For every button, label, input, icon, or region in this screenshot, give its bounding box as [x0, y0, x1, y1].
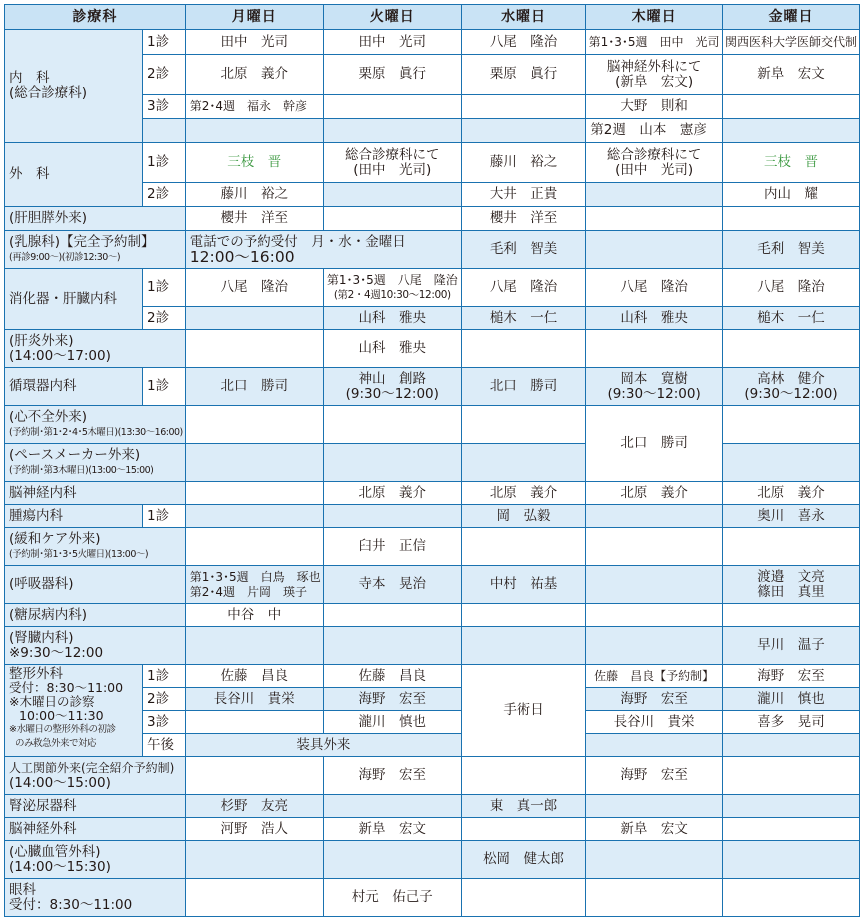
cell: 海野 宏至	[722, 665, 859, 688]
cell: 八尾 隆治	[461, 269, 585, 307]
dept-neuro: 脳神経内科	[5, 482, 186, 505]
cell: 佐藤 昌良【予約制】	[586, 665, 723, 688]
cell	[185, 757, 323, 795]
cell: 関西医科大学医師交代制	[722, 30, 859, 55]
cell: 瀧川 慎也	[323, 711, 461, 734]
cell	[185, 482, 323, 505]
cell	[722, 734, 859, 757]
cell-line: (9:30〜12:00)	[744, 385, 838, 402]
cell	[323, 406, 461, 444]
cell	[722, 528, 859, 566]
dept-name: (乳腺科)【完全予約制】	[9, 233, 155, 250]
cell: 山科 雅央	[323, 330, 461, 368]
session-pm: 午後	[143, 734, 186, 757]
cell	[143, 119, 186, 143]
table-row	[5, 207, 860, 231]
session-1: 1診	[143, 665, 186, 688]
cell: 大野 則和	[586, 95, 723, 119]
cell-line: (田中 光司)	[615, 161, 694, 178]
dept-name: 内 科	[9, 70, 50, 86]
dept-sub: (総合診療科)	[9, 85, 88, 101]
table-row	[5, 368, 860, 406]
cell: 山科 雅央	[586, 307, 723, 330]
cell	[586, 879, 723, 917]
cell: 長谷川 貴栄	[586, 711, 723, 734]
cell-line: (9:30〜12:00)	[345, 385, 439, 402]
cell-line: (田中 光司)	[353, 161, 432, 178]
cell: 北原 義介	[461, 482, 585, 505]
cell	[586, 505, 723, 528]
cell	[722, 368, 859, 406]
dept-note: ※水曜日の整形外科の初診	[9, 724, 116, 735]
dept-name: 人工関節外来(完全紹介予約制)	[9, 760, 175, 775]
cell: 北口 勝司	[185, 368, 323, 406]
cell: 中谷 中	[185, 604, 323, 627]
cell	[461, 604, 585, 627]
cell	[185, 528, 323, 566]
cell: 八尾 隆治	[461, 30, 585, 55]
cell	[586, 368, 723, 406]
dept-sub: ※9:30〜12:00	[9, 644, 104, 661]
cell-line: 高林 健介	[757, 370, 825, 387]
cell	[586, 841, 723, 879]
cell	[185, 879, 323, 917]
cell	[586, 528, 723, 566]
cell: 槌木 一仁	[722, 307, 859, 330]
cell: 海野 宏至	[586, 688, 723, 711]
cell	[323, 207, 461, 231]
cell	[185, 566, 323, 604]
cell	[586, 566, 723, 604]
dept-note: のみ救急外来で対応	[15, 738, 97, 749]
cell: 新阜 宏文	[722, 55, 859, 95]
cell: 新阜 宏文	[323, 818, 461, 841]
dept-hepatitis	[5, 330, 186, 368]
dept-sub: (14:00〜15:30)	[9, 858, 111, 875]
table-row	[5, 604, 860, 627]
dept-ortho	[5, 665, 143, 757]
cell: 毛利 智美	[461, 231, 585, 269]
dept-sub: (予約制･第1･3･5火曜日)(13:00〜)	[9, 548, 149, 560]
dept-heartfail	[5, 406, 186, 444]
cell: 河野 浩人	[185, 818, 323, 841]
cell: 寺本 晃治	[323, 566, 461, 604]
table-row	[5, 444, 860, 482]
cell: 八尾 隆治	[185, 269, 323, 307]
cell	[722, 330, 859, 368]
table-row	[5, 528, 860, 566]
header-dept: 診療科	[5, 5, 186, 30]
cell-line: 第1･3･5週 白鳥 琢也	[189, 569, 321, 584]
cell	[722, 841, 859, 879]
dept-kidney	[5, 627, 186, 665]
dept-sub: (14:00〜17:00)	[9, 347, 111, 364]
session-2: 2診	[143, 55, 186, 95]
table-row	[5, 231, 860, 269]
cell	[323, 505, 461, 528]
dept-sub: (14:00〜15:00)	[9, 774, 111, 791]
cell	[722, 566, 859, 604]
cell	[722, 444, 859, 482]
table-row	[5, 795, 860, 818]
cell: 瀧川 慎也	[722, 688, 859, 711]
dept-respiratory: (呼吸器科)	[5, 566, 186, 604]
cell	[586, 604, 723, 627]
cell	[586, 183, 723, 207]
session-2: 2診	[143, 688, 186, 711]
cell-line: 脳神経外科にて	[606, 58, 702, 75]
table-row	[5, 505, 860, 528]
cell: 海野 宏至	[586, 757, 723, 795]
cell-line: (9:30〜12:00)	[607, 385, 701, 402]
session-1: 1診	[143, 368, 186, 406]
header-friday: 金曜日	[722, 5, 859, 30]
cell: 松岡 健太郎	[461, 841, 585, 879]
cell: 槌木 一仁	[461, 307, 585, 330]
header-tuesday: 火曜日	[323, 5, 461, 30]
cell: 村元 佑己子	[323, 879, 461, 917]
cell	[323, 269, 461, 307]
dept-neurosurg: 脳神経外科	[5, 818, 186, 841]
cell: 内山 耀	[722, 183, 859, 207]
cell-line: 第2･4週 片岡 瑛子	[189, 584, 308, 599]
header-row	[5, 5, 860, 30]
header-thursday: 木曜日	[586, 5, 723, 30]
cell-line: 電話での予約受付 月・水・金曜日	[189, 233, 406, 250]
cell-line: 第1･3･5週 八尾 隆治	[326, 272, 458, 287]
cell	[586, 207, 723, 231]
cell: 早川 温子	[722, 627, 859, 665]
cell-line: 篠田 真里	[757, 583, 825, 600]
cell	[185, 307, 323, 330]
table-row	[5, 841, 860, 879]
cell: 田中 光司	[323, 30, 461, 55]
cell: 手術日	[461, 665, 585, 757]
cell: 長谷川 貴栄	[185, 688, 323, 711]
table-row	[5, 482, 860, 505]
cell	[323, 368, 461, 406]
cell: 八尾 隆治	[586, 269, 723, 307]
cell	[185, 119, 323, 143]
cell: 北原 義介	[586, 482, 723, 505]
cell	[586, 330, 723, 368]
cell: 北原 義介	[722, 482, 859, 505]
cell	[185, 444, 323, 482]
cell: 海野 宏至	[323, 757, 461, 795]
cell	[722, 207, 859, 231]
dept-pacemaker	[5, 444, 186, 482]
cell	[586, 143, 723, 183]
cell	[323, 604, 461, 627]
dept-cardio: 循環器内科	[5, 368, 143, 406]
dept-diabetes: (糖尿病内科)	[5, 604, 186, 627]
cell: 臼井 正信	[323, 528, 461, 566]
cell	[461, 119, 585, 143]
dept-name: (心不全外来)	[9, 408, 88, 425]
cell	[323, 183, 461, 207]
cell: 新阜 宏文	[586, 818, 723, 841]
cell	[185, 627, 323, 665]
session-2: 2診	[143, 183, 186, 207]
dept-oncology: 腫瘍内科	[5, 505, 143, 528]
cell	[323, 627, 461, 665]
cell: 大井 正貴	[461, 183, 585, 207]
cell	[461, 627, 585, 665]
dept-name: (ペースメーカー外来)	[9, 446, 141, 463]
table-row	[5, 143, 860, 183]
cell	[461, 818, 585, 841]
cell	[323, 444, 461, 482]
dept-internal	[5, 30, 143, 143]
dept-name: 眼科	[9, 881, 36, 898]
table-row	[5, 566, 860, 604]
cell: 櫻井 洋至	[185, 207, 323, 231]
cell	[461, 95, 585, 119]
cell	[185, 841, 323, 879]
cell	[461, 528, 585, 566]
cell	[323, 95, 461, 119]
cell	[461, 330, 585, 368]
cell-line: 岡本 寛樹	[620, 370, 688, 387]
cell: 毛利 智美	[722, 231, 859, 269]
cell	[185, 711, 323, 734]
cell	[722, 119, 859, 143]
dept-note: 10:00〜11:30	[19, 708, 104, 723]
cell	[461, 757, 585, 795]
dept-joint	[5, 757, 186, 795]
dept-name: (肝炎外来)	[9, 332, 74, 349]
dept-gastro: 消化器・肝臓内科	[5, 269, 143, 330]
cell	[323, 795, 461, 818]
dept-sub: 受付：8:30〜11:00	[9, 896, 133, 913]
cell: 装具外来	[185, 734, 461, 757]
dept-name: (心臓血管外科)	[9, 843, 101, 860]
cell: 田中 光司	[185, 30, 323, 55]
cell-line: 総合診療科にて	[345, 146, 440, 163]
cell: 第2週 山本 憲彦	[586, 119, 723, 143]
cell: 第1･3･5週 田中 光司	[586, 30, 723, 55]
cell: 八尾 隆治	[722, 269, 859, 307]
cell: 喜多 晃司	[722, 711, 859, 734]
cell: 北原 義介	[323, 482, 461, 505]
session-3: 3診	[143, 95, 186, 119]
dept-sub: (再診9:00〜)(初診12:30〜)	[9, 251, 121, 263]
header-monday: 月曜日	[185, 5, 323, 30]
session-1: 1診	[143, 505, 186, 528]
session-1: 1診	[143, 269, 186, 307]
dept-note: 受付：8:30〜11:00	[9, 680, 124, 695]
dept-palliative	[5, 528, 186, 566]
cell: 藤川 裕之	[461, 143, 585, 183]
table-row	[5, 627, 860, 665]
cell	[722, 406, 859, 444]
cell	[323, 841, 461, 879]
cell: 北口 勝司	[586, 406, 723, 482]
cell	[461, 406, 585, 444]
cell-line: 神山 創路	[358, 370, 427, 387]
cell	[185, 231, 461, 269]
dept-hbp: (肝胆膵外来)	[5, 207, 186, 231]
table-row	[5, 406, 860, 444]
dept-urology: 腎泌尿器科	[5, 795, 186, 818]
dept-name: (緩和ケア外来)	[9, 530, 101, 547]
cell: 佐藤 昌良	[185, 665, 323, 688]
table-row	[5, 879, 860, 917]
cell-line: 総合診療科にて	[606, 146, 702, 163]
cell: 杉野 友亮	[185, 795, 323, 818]
session-3: 3診	[143, 711, 186, 734]
cell: 栗原 眞行	[461, 55, 585, 95]
cell	[586, 231, 723, 269]
cell: 奥川 喜永	[722, 505, 859, 528]
cell: 佐藤 昌良	[323, 665, 461, 688]
cell	[722, 818, 859, 841]
table-row	[5, 665, 860, 688]
cell	[722, 95, 859, 119]
cell	[323, 119, 461, 143]
cell: 第2･4週 福永 幹彦	[185, 95, 323, 119]
cell-line: 12:00〜16:00	[189, 247, 295, 266]
cell	[586, 795, 723, 818]
schedule-table	[4, 4, 860, 917]
dept-sub: (予約制･第1･2･4･5木曜日)(13:30〜16:00)	[9, 426, 183, 438]
dept-ophth	[5, 879, 186, 917]
table-row	[5, 269, 860, 307]
cell-line: (新阜 宏文)	[615, 73, 694, 90]
cell	[722, 757, 859, 795]
dept-cvsurg	[5, 841, 186, 879]
cell: 藤川 裕之	[185, 183, 323, 207]
cell	[722, 795, 859, 818]
cell: 岡 弘毅	[461, 505, 585, 528]
cell: 栗原 眞行	[323, 55, 461, 95]
header-wednesday: 水曜日	[461, 5, 585, 30]
dept-note: ※木曜日の診察	[9, 694, 95, 709]
session-1: 1診	[143, 30, 186, 55]
cell: 三枝 晋	[185, 143, 323, 183]
table-row	[5, 757, 860, 795]
dept-sub: (予約制･第3木曜日)(13:00〜15:00)	[9, 464, 154, 476]
cell	[586, 55, 723, 95]
cell	[185, 406, 323, 444]
table-row	[5, 818, 860, 841]
cell: 櫻井 洋至	[461, 207, 585, 231]
dept-name: (腎臓内科)	[9, 629, 74, 646]
cell	[722, 879, 859, 917]
cell: 山科 雅央	[323, 307, 461, 330]
cell-line: 渡邉 文亮	[757, 568, 825, 585]
cell	[461, 444, 585, 482]
cell: 北口 勝司	[461, 368, 585, 406]
cell: 東 真一郎	[461, 795, 585, 818]
cell: 海野 宏至	[323, 688, 461, 711]
cell	[185, 505, 323, 528]
table-row	[5, 30, 860, 55]
cell: 北原 義介	[185, 55, 323, 95]
session-1: 1診	[143, 143, 186, 183]
cell	[185, 330, 323, 368]
cell	[722, 604, 859, 627]
cell	[586, 734, 723, 757]
cell: 中村 祐基	[461, 566, 585, 604]
cell	[586, 627, 723, 665]
cell-line: (第2・4週10:30〜12:00)	[333, 288, 451, 301]
dept-surgery: 外 科	[5, 143, 143, 207]
table-row	[5, 330, 860, 368]
dept-breast	[5, 231, 186, 269]
cell: 三枝 晋	[722, 143, 859, 183]
session-2: 2診	[143, 307, 186, 330]
cell	[323, 143, 461, 183]
cell	[461, 879, 585, 917]
dept-name: 整形外科	[9, 666, 63, 682]
